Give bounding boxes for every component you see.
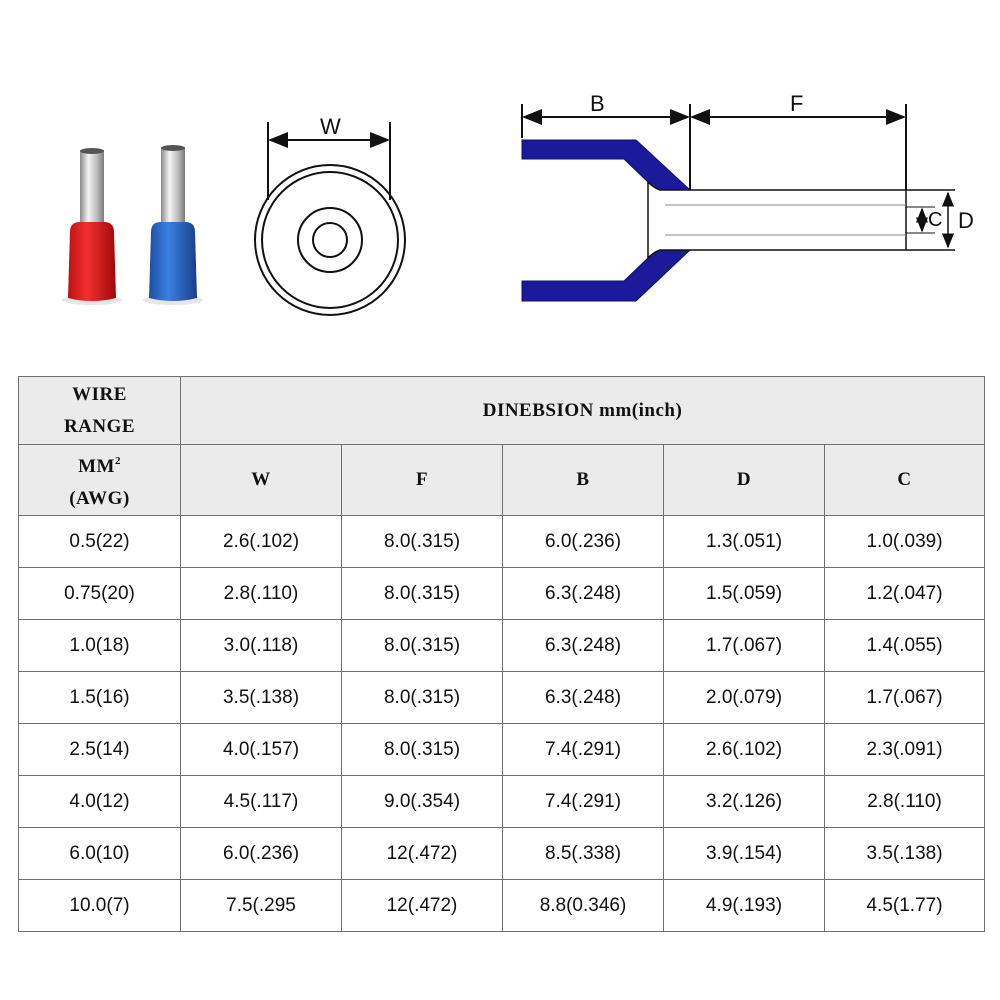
table-cell: 8.5(.338) [503, 828, 664, 880]
table-cell: 6.0(.236) [181, 828, 342, 880]
table-cell: 1.7(.067) [825, 672, 985, 724]
ferrule-diagrams [0, 0, 1000, 360]
label-b: B [590, 91, 605, 116]
label-d: D [958, 208, 974, 233]
label-c: C [928, 209, 943, 231]
side-profile-drawing [522, 104, 955, 301]
table-cell: 8.8(0.346) [503, 880, 664, 932]
column-header-b: B [503, 445, 664, 516]
table-cell: 0.75(20) [19, 568, 181, 620]
label-w: W [320, 114, 341, 139]
red-ferrule-image [62, 148, 122, 305]
table-cell: 12(.472) [342, 880, 503, 932]
table-row [19, 880, 985, 932]
table-cell: 12(.472) [342, 828, 503, 880]
table-cell: 8.0(.315) [342, 724, 503, 776]
table-cell: 2.8(.110) [181, 568, 342, 620]
table-cell: 7.4(.291) [503, 724, 664, 776]
table-cell: 0.5(22) [19, 516, 181, 568]
table-cell: 8.0(.315) [342, 516, 503, 568]
table-cell: 6.0(10) [19, 828, 181, 880]
table-cell: 2.0(.079) [664, 672, 825, 724]
table-cell: 4.5(1.77) [825, 880, 985, 932]
table-cell: 10.0(7) [19, 880, 181, 932]
unit-line2: (AWG) [69, 488, 130, 509]
column-header-f: F [342, 445, 503, 516]
table-cell: 6.3(.248) [503, 568, 664, 620]
column-header-d: D [664, 445, 825, 516]
table-cell: 1.4(.055) [825, 620, 985, 672]
table-header-row [19, 377, 985, 445]
table-cell: 3.0(.118) [181, 620, 342, 672]
table-cell: 8.0(.315) [342, 568, 503, 620]
wire-range-line1: WIRE [72, 383, 127, 405]
table-body [19, 516, 985, 932]
table-cell: 2.6(.102) [181, 516, 342, 568]
table-cell: 8.0(.315) [342, 620, 503, 672]
table-cell: 1.5(16) [19, 672, 181, 724]
table-cell: 4.0(.157) [181, 724, 342, 776]
column-header-w: W [181, 445, 342, 516]
table-cell: 7.4(.291) [503, 776, 664, 828]
table-cell: 3.2(.126) [664, 776, 825, 828]
table-cell: 4.0(12) [19, 776, 181, 828]
table-cell: 1.3(.051) [664, 516, 825, 568]
table-cell: 1.0(.039) [825, 516, 985, 568]
unit-line1: $MM^2$ [78, 455, 121, 477]
table-row [19, 516, 985, 568]
end-view-drawing [255, 122, 405, 315]
table-cell: 1.7(.067) [664, 620, 825, 672]
table-cell: 1.2(.047) [825, 568, 985, 620]
table-cell: 2.5(14) [19, 724, 181, 776]
figures-area [0, 0, 1000, 360]
table-row [19, 620, 985, 672]
unit-header [19, 445, 181, 516]
table-row [19, 672, 985, 724]
dimension-title: DINEBSION mm(inch) [181, 377, 985, 445]
dimension-table [18, 376, 985, 932]
table-cell: 4.9(.193) [664, 880, 825, 932]
table-cell: 6.3(.248) [503, 620, 664, 672]
table-row [19, 568, 985, 620]
label-f: F [790, 91, 804, 116]
table-cell: 1.0(18) [19, 620, 181, 672]
table-cell: 4.5(.117) [181, 776, 342, 828]
column-header-c: C [825, 445, 985, 516]
table-cell: 3.5(.138) [825, 828, 985, 880]
wire-range-line2: RANGE [63, 415, 136, 437]
table-cell: 3.5(.138) [181, 672, 342, 724]
table-cell: 7.5(.295 [181, 880, 342, 932]
table-cell: 8.0(.315) [342, 672, 503, 724]
table-cell: 6.0(.236) [503, 516, 664, 568]
table-row [19, 828, 985, 880]
table-cell: 1.5(.059) [664, 568, 825, 620]
table-cell: 3.9(.154) [664, 828, 825, 880]
wire-range-header [19, 377, 181, 445]
table-cell: 9.0(.354) [342, 776, 503, 828]
table-cell: 6.3(.248) [503, 672, 664, 724]
table-column-header-row [19, 445, 985, 516]
table-cell: 2.8(.110) [825, 776, 985, 828]
table-cell: 2.6(.102) [664, 724, 825, 776]
blue-ferrule-image [143, 145, 203, 305]
table-cell: 2.3(.091) [825, 724, 985, 776]
table-row [19, 724, 985, 776]
table-row [19, 776, 985, 828]
